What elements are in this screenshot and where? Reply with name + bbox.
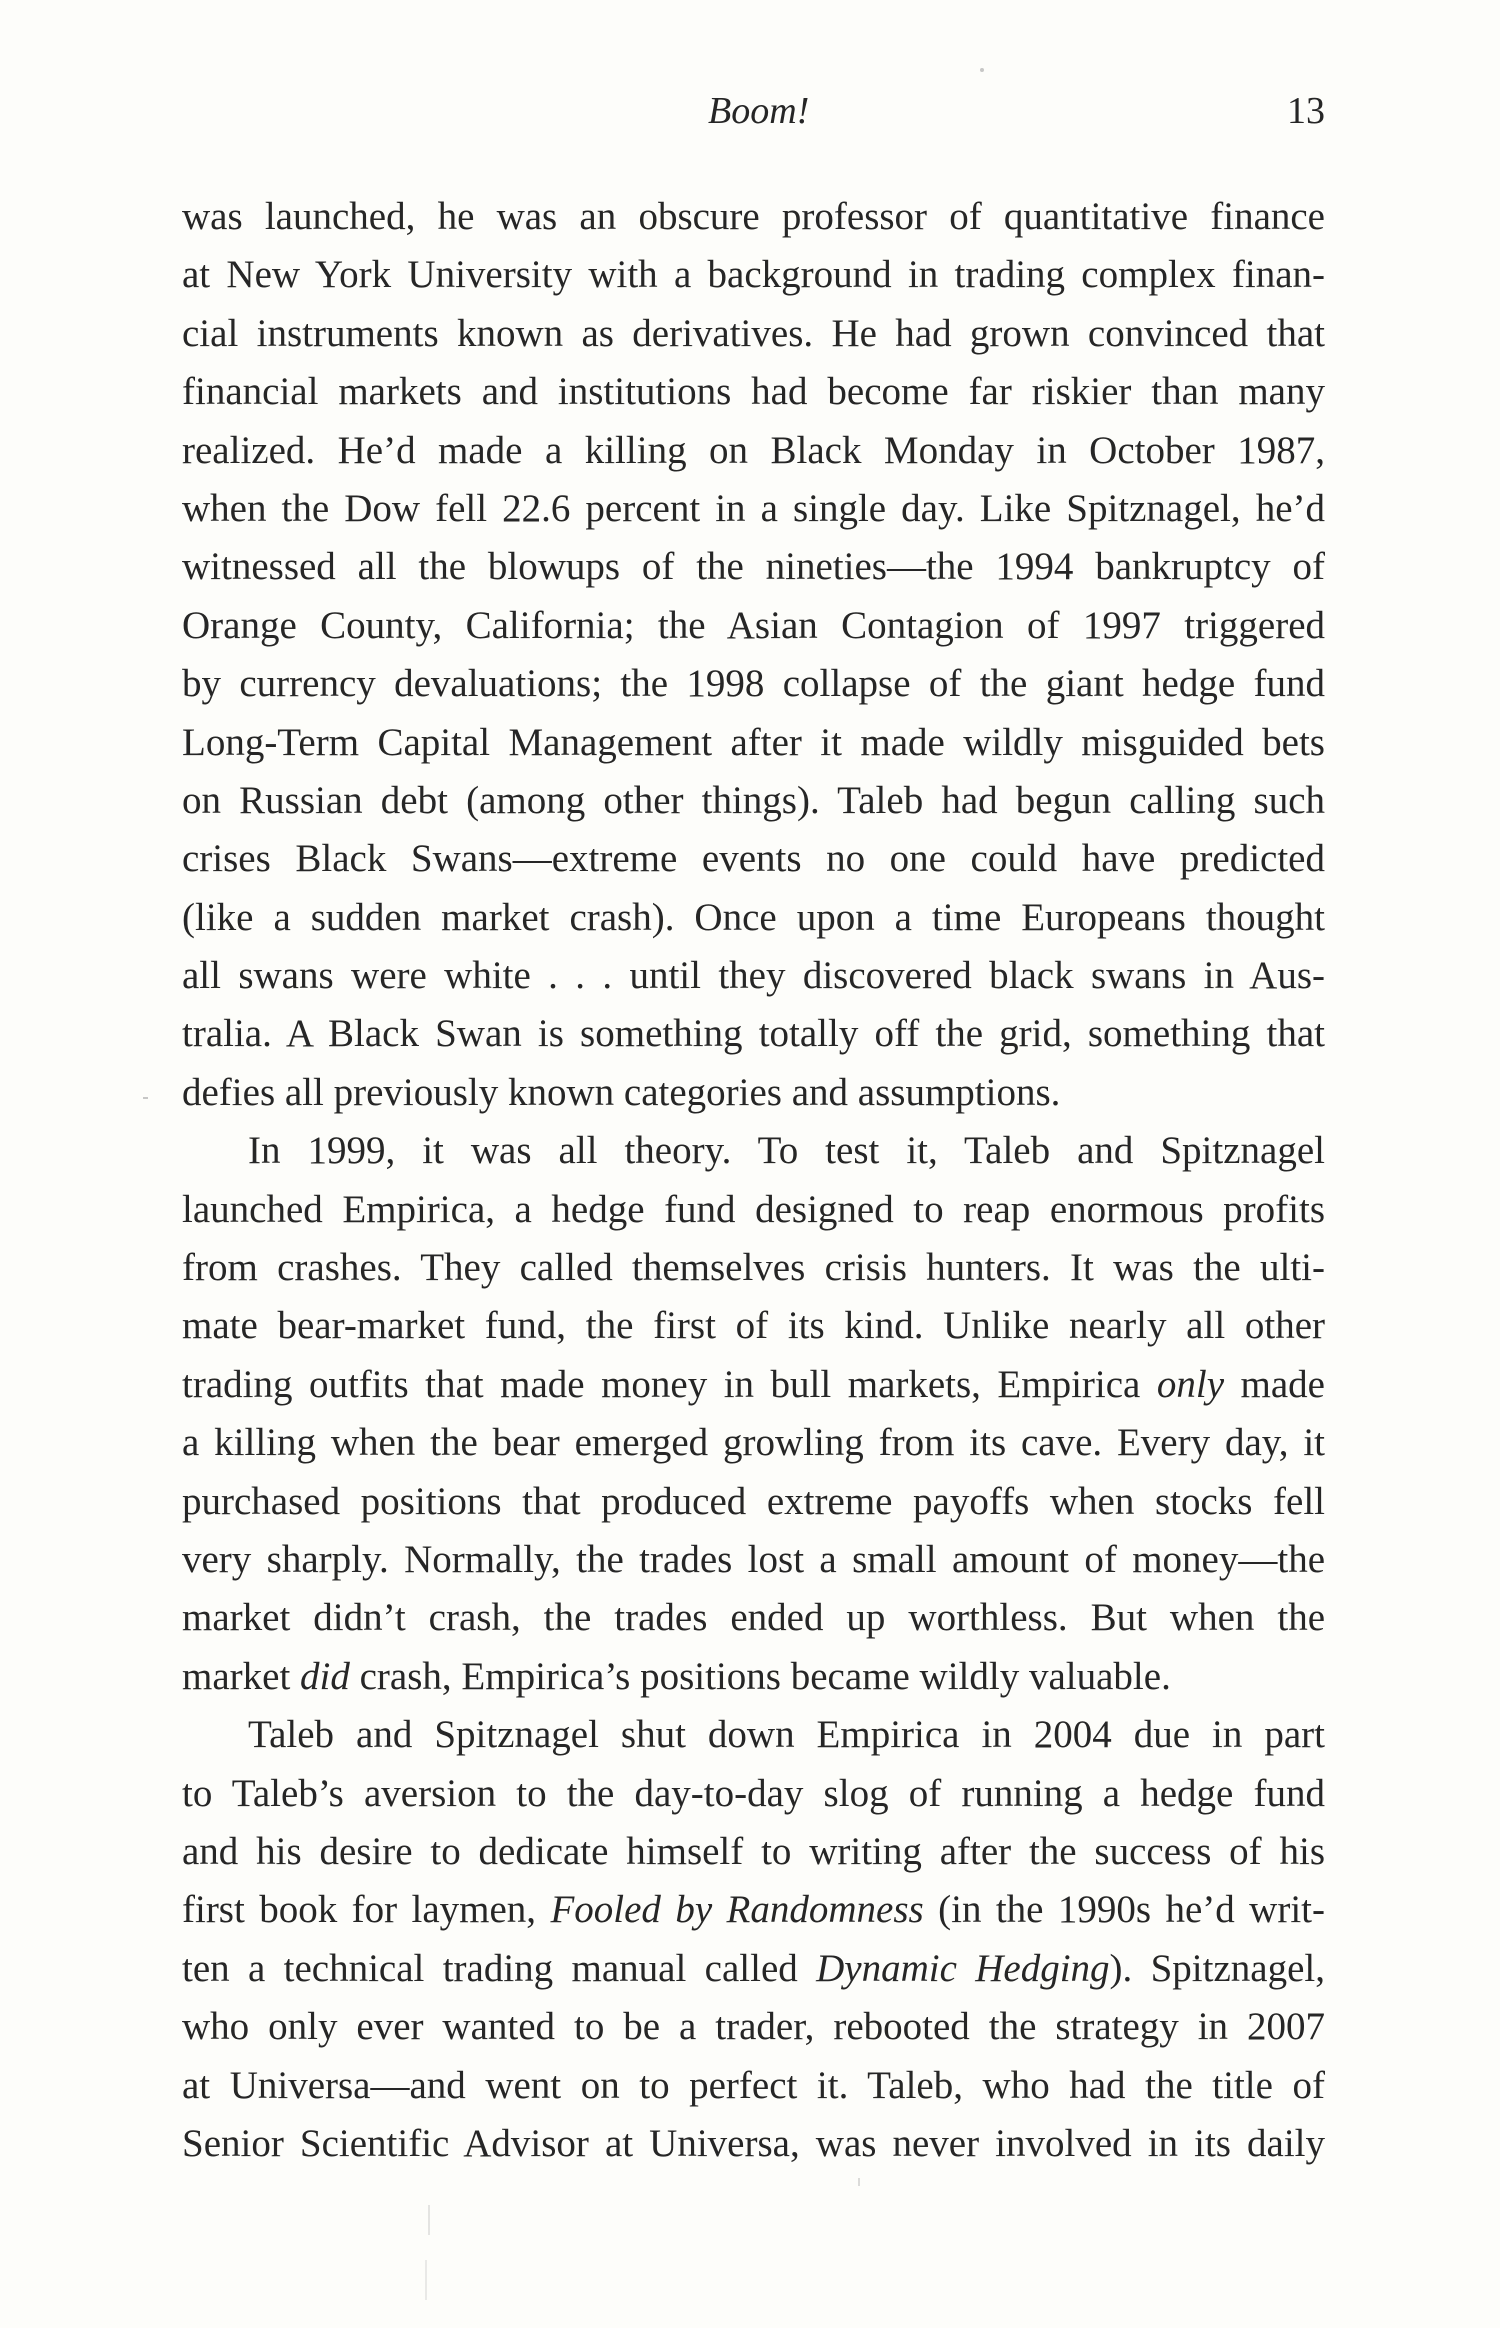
paragraph-1 (182, 188, 1325, 1122)
text-run: first book for laymen, (182, 1888, 551, 1932)
text-run: made (1224, 1362, 1325, 1406)
text-line: was launched, he was an obscure professor of quantitative finance (182, 195, 1325, 238)
emphasis-did: did (300, 1654, 350, 1698)
running-title: Boom! (708, 90, 810, 132)
text-run: ten a technical trading manual called (182, 1946, 817, 1990)
text-line: at New York University with a background in trading complex finan- (182, 253, 1325, 297)
text-line: mate bear-market fund, the first of its kind. Unlike nearly all other (182, 1304, 1325, 1348)
text-line: Taleb and Spitznagel shut down Empirica in 2004 due in part (248, 1713, 1325, 1757)
text-line (182, 1940, 1325, 1998)
text-line: Senior Scientific Advisor at Universa, was never involved in its daily (182, 2121, 1325, 2165)
text-line: and his desire to dedicate himself to writing after the success of his (182, 1829, 1325, 1873)
text-line: crises Black Swans—extreme events no one could have predicted (182, 837, 1325, 881)
text-run: trading outfits that made money in bull markets, Empirica (182, 1362, 1157, 1406)
scan-speck (980, 68, 984, 72)
text-line: by currency devaluations; the 1998 collapse of the giant hedge fund (182, 662, 1325, 706)
text-line: from crashes. They called themselves crisis hunters. It was the ulti- (182, 1246, 1325, 1290)
text-line: when the Dow fell 22.6 percent in a single day. Like Spitznagel, he’d (182, 486, 1325, 530)
text-run: (in the 1990s he’d writ- (923, 1888, 1325, 1932)
text-line: very sharply. Normally, the trades lost a small amount of money—the (182, 1537, 1325, 1581)
text-line: defies all previously known categories and assumptions. (182, 1070, 1061, 1114)
running-head (182, 88, 1325, 134)
text-line: (like a sudden market crash). Once upon a time Europeans thought (182, 895, 1325, 939)
text-line: to Taleb’s aversion to the day-to-day slog of running a hedge fund (182, 1771, 1325, 1815)
text-line (182, 1881, 1325, 1939)
text-line (182, 1648, 1325, 1706)
text-run: crash, Empirica’s positions became wildly valuable. (349, 1654, 1171, 1698)
book-title-dynamic-hedging: Dynamic Hedging (816, 1946, 1110, 1990)
paragraph-3 (182, 1706, 1325, 2173)
text-line: all swans were white . . . until they discovered black swans in Aus- (182, 954, 1325, 998)
text-line: financial markets and institutions had become far riskier than many (182, 370, 1325, 414)
scan-speck (143, 1097, 148, 1099)
paragraph-2 (182, 1122, 1325, 1706)
text-line: Long-Term Capital Management after it made wildly misguided bets (182, 720, 1325, 764)
text-run: ). Spitznagel, (1109, 1946, 1325, 1990)
text-line: a killing when the bear emerged growling from its cave. Every day, it (182, 1421, 1325, 1465)
text-line: Orange County, California; the Asian Contagion of 1997 triggered (182, 603, 1325, 647)
text-line: cial instruments known as derivatives. He had grown convinced that (182, 311, 1325, 355)
text-line: In 1999, it was all theory. To test it, Taleb and Spitznagel (248, 1129, 1325, 1173)
text-line: market didn’t crash, the trades ended up worthless. But when the (182, 1596, 1325, 1640)
text-line: who only ever wanted to be a trader, rebooted the strategy in 2007 (182, 2005, 1325, 2049)
text-line: at Universa—and went on to perfect it. Taleb, who had the title of (182, 2063, 1325, 2107)
scan-speck (425, 2260, 427, 2300)
text-line (182, 1356, 1325, 1414)
body-text (182, 188, 1325, 2173)
text-line: realized. He’d made a killing on Black Monday in October 1987, (182, 428, 1325, 472)
text-line: tralia. A Black Swan is something totally off the grid, something that (182, 1012, 1325, 1056)
text-run: market (182, 1654, 301, 1698)
page-number: 13 (1287, 90, 1325, 132)
text-line: witnessed all the blowups of the nineties—the 1994 bankruptcy of (182, 545, 1325, 589)
text-line: launched Empirica, a hedge fund designed to reap enormous profits (182, 1187, 1325, 1231)
text-line: on Russian debt (among other things). Taleb had begun calling such (182, 778, 1325, 822)
emphasis-only: only (1156, 1362, 1225, 1406)
text-line: purchased positions that produced extreme payoffs when stocks fell (182, 1479, 1325, 1523)
book-title-fooled-by-randomness: Fooled by Randomness (550, 1888, 924, 1932)
scan-speck (858, 2178, 860, 2186)
scan-speck (428, 2205, 430, 2235)
